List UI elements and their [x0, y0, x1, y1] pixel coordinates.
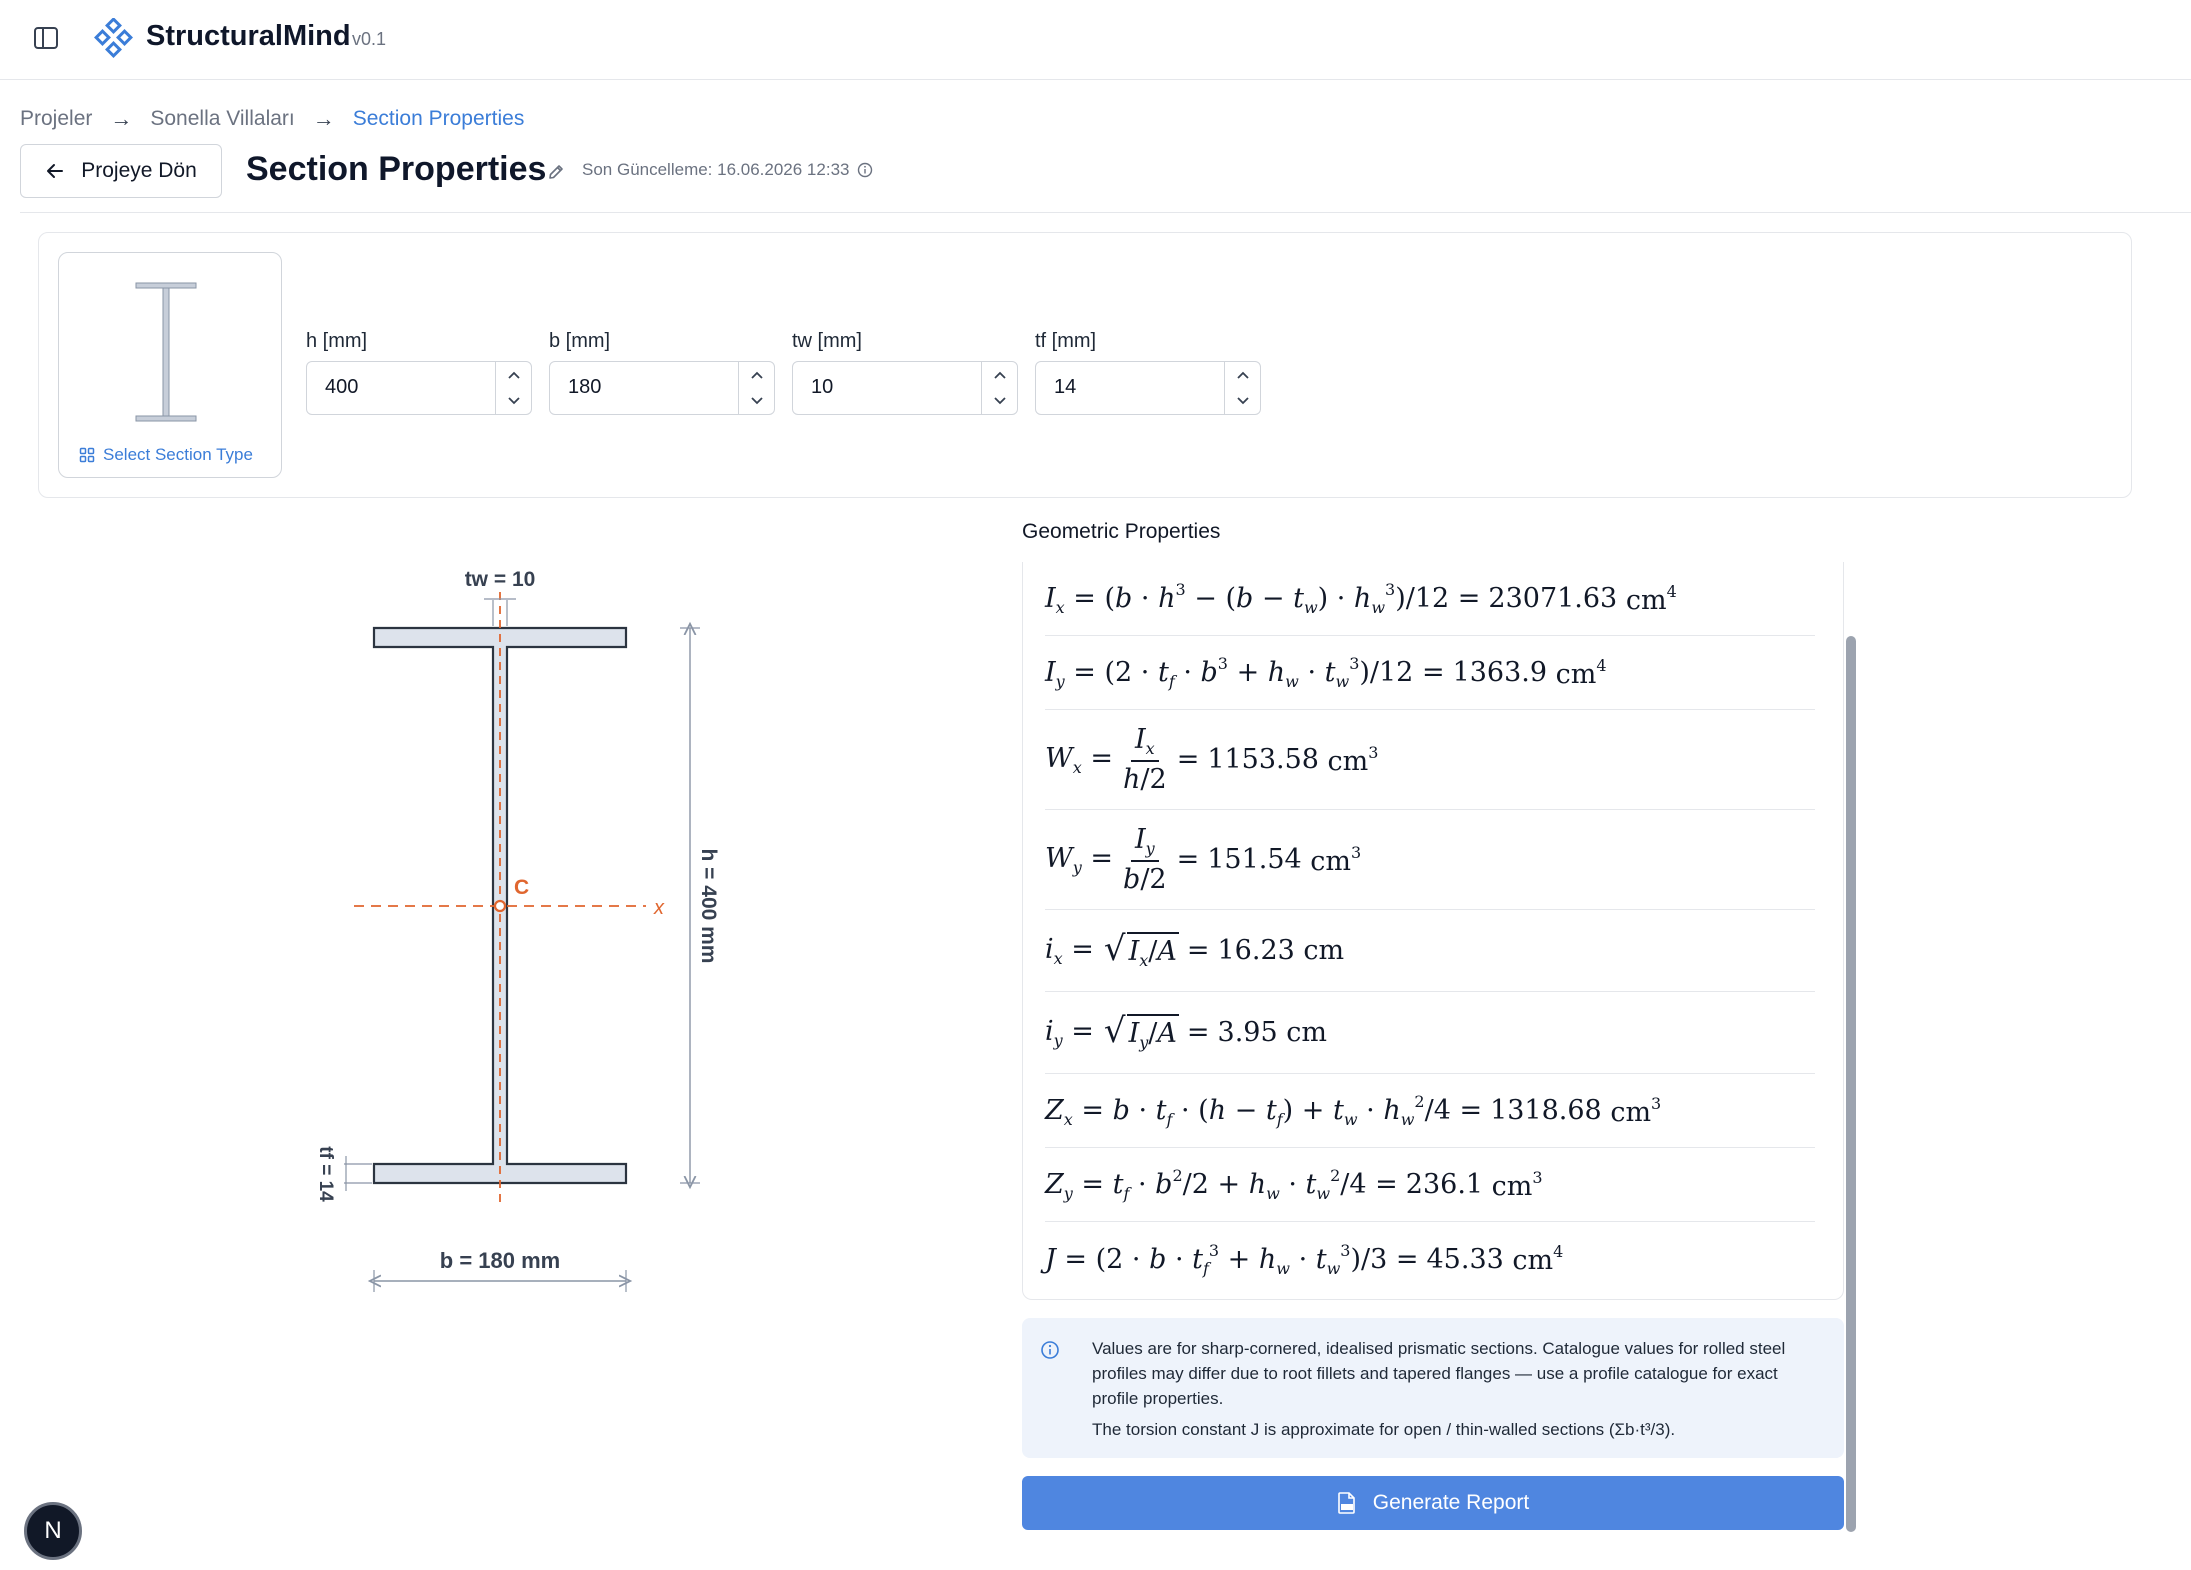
input-tw-label: tw [mm] [792, 330, 862, 352]
input-tf [1035, 330, 1261, 415]
wx-value: 1153.58 [1207, 744, 1319, 775]
last-update-text: Son Güncelleme: 16.06.2026 12:33 [582, 160, 850, 179]
centroid-marker [495, 901, 505, 911]
input-tf-stepper[interactable] [1224, 362, 1260, 414]
logo-icon [94, 18, 134, 58]
n-badge[interactable]: N [24, 1502, 82, 1560]
chevron-up-icon[interactable] [750, 370, 764, 380]
input-tf-label: tf [mm] [1035, 330, 1097, 352]
ix-value: 23071.63 [1488, 583, 1618, 614]
scrollbar[interactable] [1846, 636, 1856, 1532]
info-note-paragraph-1: Values are for sharp-cornered, idealised prismatic sections. Catalogue values for rolled steel profiles may differ due to root fillets and tapered flanges — use a profile catalogue for exact profile properties. [1092, 1339, 1786, 1408]
breadcrumb-item-current[interactable]: Section Properties [352, 107, 525, 130]
input-h-value[interactable]: 400 [325, 376, 359, 398]
chevron-down-icon[interactable] [750, 396, 764, 406]
page-title: Section Properties [246, 150, 547, 188]
input-b-label: b [mm] [549, 330, 611, 352]
breadcrumb-separator: → [110, 106, 133, 131]
input-tf-value[interactable]: 14 [1054, 376, 1077, 398]
input-b [549, 330, 775, 415]
generate-report-label: Generate Report [1372, 1491, 1530, 1514]
section-drawing [300, 560, 720, 1320]
formula-ry-row: $i_y$ = √ $I_y/A$ = 3.95 cm [1045, 992, 1815, 1074]
formula-zy-row: $Z_y = t_f \cdot b^2/2 + h_w \cdot t_w^2/4$ = 236.1 $cm^3$ [1045, 1148, 1815, 1222]
chevron-up-icon[interactable] [1236, 370, 1250, 380]
tf-dimension-label: tf = 14 [315, 1146, 336, 1202]
generate-report-button[interactable] [1022, 1476, 1844, 1530]
input-tw [792, 330, 1018, 415]
formula-iy-row: $I_y = (2 \cdot t_f \cdot b^3 + h_w \cdot t_w^3)/12$ = 1363.9 $cm^4$ [1045, 636, 1815, 710]
axis-label: x [654, 897, 664, 919]
header-divider [20, 212, 2191, 213]
centroid-label: C [514, 876, 530, 899]
input-b-value[interactable]: 180 [568, 376, 602, 398]
input-tw-field[interactable] [792, 361, 1018, 415]
last-update [582, 160, 873, 180]
app-version: v0.1 [352, 29, 387, 49]
back-to-project-button[interactable] [20, 144, 222, 198]
rx-value: 16.23 [1217, 935, 1295, 966]
select-section-type-label: Select Section Type [103, 445, 253, 464]
i-beam-icon [131, 277, 211, 427]
back-button-label: Projeye Dön [81, 159, 197, 182]
breadcrumb-item-projeler[interactable]: Projeler [20, 107, 93, 130]
info-icon [1040, 1340, 1060, 1360]
chevron-up-icon[interactable] [993, 370, 1007, 380]
section-type-card[interactable] [58, 252, 282, 478]
chevron-down-icon[interactable] [993, 396, 1007, 406]
input-h-label: h [mm] [306, 330, 368, 352]
top-bar [0, 0, 2191, 80]
zx-value: 1318.68 [1490, 1095, 1602, 1126]
select-section-type-link[interactable] [79, 445, 253, 465]
arrow-left-icon [45, 161, 65, 181]
geometric-properties-title: Geometric Properties [1022, 520, 1221, 543]
input-b-field[interactable] [549, 361, 775, 415]
breadcrumb-item-project[interactable]: Sonella Villaları [150, 107, 295, 130]
info-circle-icon[interactable] [857, 162, 873, 178]
formula-j-row: $J = (2 \cdot b \cdot t_f^3 + h_w \cdot t_w^3)/3$ = 45.33 $cm^4$ [1045, 1240, 1564, 1278]
grid-icon [79, 447, 95, 463]
formula-rx-row: $i_x$ = √ $I_x/A$ = 16.23 cm [1045, 910, 1815, 992]
wy-value: 151.54 [1207, 844, 1302, 875]
sidebar-toggle-icon[interactable] [32, 24, 60, 52]
input-tw-stepper[interactable] [981, 362, 1017, 414]
input-h-stepper[interactable] [495, 362, 531, 414]
tw-dimension-label: tw = 10 [464, 568, 536, 591]
iy-value: 1363.9 [1452, 657, 1548, 688]
b-dimension-label: b = 180 mm [439, 1248, 561, 1273]
formula-ix-row: $I_x = (b \cdot h^3 - (b - t_w) \cdot h_w^3)/12$ = 23071.63 $cm^4$ [1045, 562, 1815, 636]
chevron-down-icon[interactable] [1236, 396, 1250, 406]
input-tf-field[interactable] [1035, 361, 1261, 415]
breadcrumb-separator: → [312, 106, 335, 131]
breadcrumb [20, 106, 524, 132]
info-note-paragraph-2: The torsion constant J is approximate for open / thin-walled sections (Σb·t³/3). [1092, 1420, 1676, 1439]
ry-value: 3.95 [1217, 1017, 1278, 1048]
input-tw-value[interactable]: 10 [811, 376, 834, 398]
formula-wx-row: $W_x$ = $\frac{I_x}{h/2}$ = 1153.58 $cm^3$ [1045, 710, 1815, 810]
formula-zx-row: $Z_x = b \cdot t_f \cdot (h - t_f) + t_w \cdot h_w^2/4$ = 1318.68 $cm^3$ [1045, 1074, 1815, 1148]
zy-value: 236.1 [1405, 1169, 1484, 1200]
formula-wy-row: $W_y$ = $\frac{I_y}{b/2}$ = 151.54 $cm^3$ [1045, 810, 1815, 910]
h-dimension-label: h = 400 mm [697, 848, 720, 964]
j-value: 45.33 [1426, 1243, 1504, 1275]
input-h-field[interactable] [306, 361, 532, 415]
info-note [1022, 1318, 1844, 1458]
pdf-file-icon [1337, 1491, 1357, 1515]
chevron-down-icon[interactable] [507, 396, 521, 406]
geometric-properties-panel [1022, 562, 1844, 1300]
app-name: StructuralMind [146, 20, 351, 52]
chevron-up-icon[interactable] [507, 370, 521, 380]
input-h [306, 330, 532, 415]
pencil-icon[interactable] [546, 162, 566, 182]
info-note-text [1092, 1336, 1828, 1442]
input-b-stepper[interactable] [738, 362, 774, 414]
